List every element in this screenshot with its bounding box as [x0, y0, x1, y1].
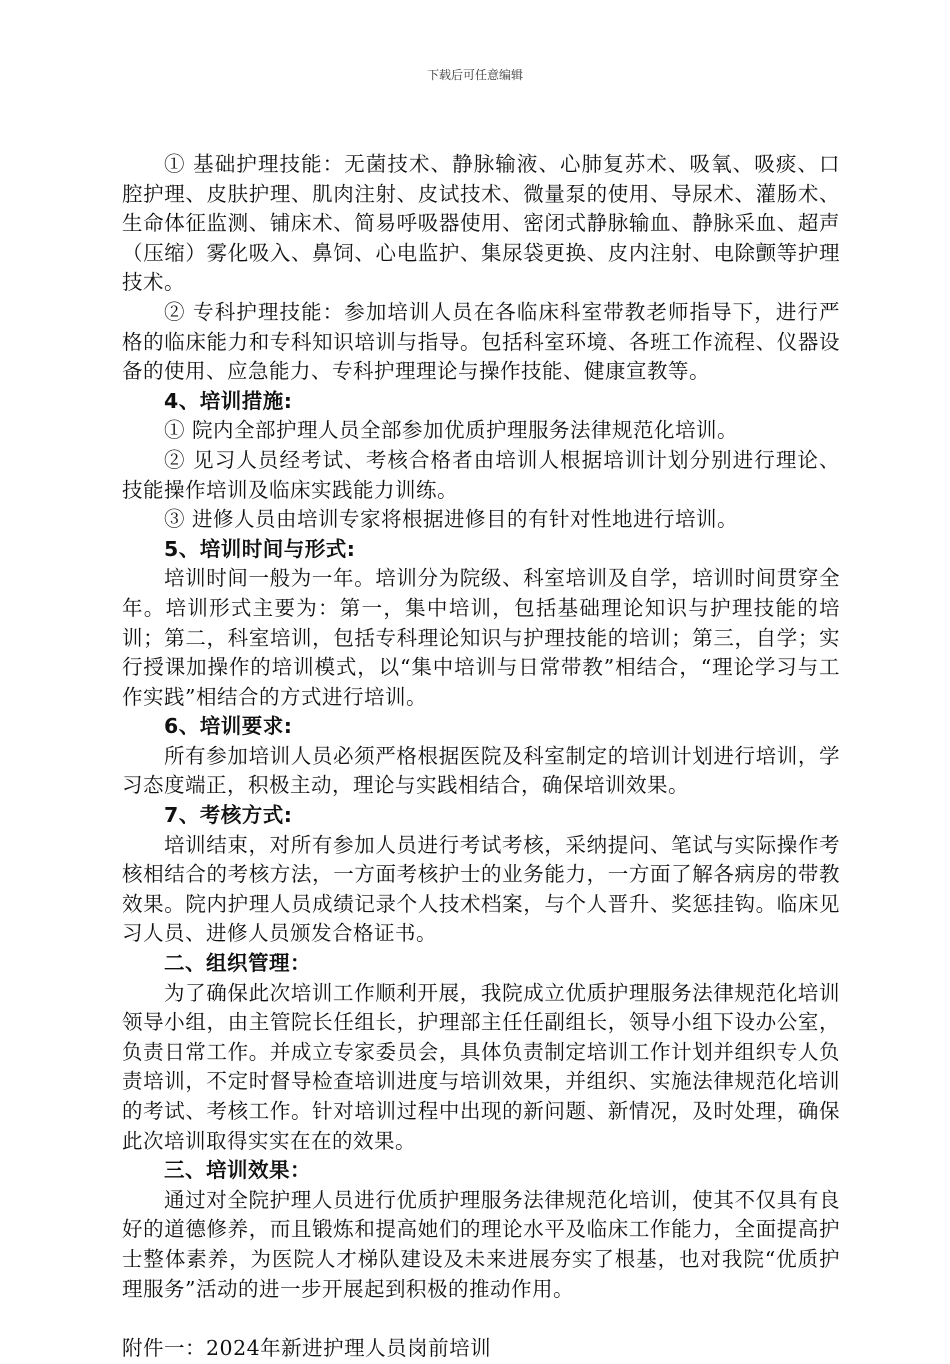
heading-training-measures: 4、培训措施:: [164, 388, 293, 413]
paragraph-basic-skills: ① 基础护理技能：无菌技术、静脉输液、心肺复苏术、吸氧、吸痰、口腔护理、皮肤护理、肌肉注射、皮试技术、微量泵的使用、导尿术、灌肠术、生命体征监测、铺床术、简易呼吸器使用、密闭式静脉输血、静脉采血、超声（压缩）雾化吸入、鼻饲、心电监护、集尿袋更换、皮内注射、电除颤等护理技术。: [122, 152, 840, 295]
paragraph-training-requirements: 所有参加培训人员必须严格根据医院及科室制定的培训计划进行培训，学习态度端正，积极主动，理论与实践相结合，确保培训效果。: [122, 743, 840, 798]
paragraph-measure-3: ③ 进修人员由培训专家将根据进修目的有针对性地进行培训。: [164, 507, 739, 532]
heading-training-time: 5、培训时间与形式:: [164, 536, 356, 561]
paragraph-organization: 为了确保此次培训工作顺利开展，我院成立优质护理服务法律规范化培训领导小组，由主管院长任组长，护理部主任任副组长，领导小组下设办公室，负责日常工作。并成立专家委员会，具体负责制定培训工作计划并组织专人负责培训，不定时督导检查培训进度与培训效果，并组织、实施法律规范化培训的考试、考核工作。针对培训过程中出现的新问题、新情况，及时处理，确保此次培训取得实实在在的效果。: [122, 980, 840, 1153]
paragraph-training-time: 培训时间一般为一年。培训分为院级、科室培训及自学，培训时间贯穿全年。培训形式主要为：第一，集中培训，包括基础理论知识与护理技能的培训；第二，科室培训，包括专科理论知识与护理技能的培训；第三，自学；实行授课加操作的培训模式，以“集中培训与日常带教”相结合，“理论学习与工作实践”相结合的方式进行培训。: [122, 566, 840, 709]
heading-training-requirements: 6、培训要求:: [164, 714, 293, 739]
paragraph-measure-2: ② 见习人员经考试、考核合格者由培训人根据培训计划分别进行理论、技能操作培训及临床实践能力训练。: [122, 447, 840, 502]
document-body: [122, 150, 840, 1364]
page-header: 下载后可任意编辑: [426, 68, 523, 82]
heading-assessment: 7、考核方式:: [164, 803, 293, 828]
heading-organization: 二、组织管理：: [164, 951, 311, 976]
paragraph-assessment: 培训结束，对所有参加人员进行考试考核，采纳提问、笔试与实际操作考核相结合的考核方法，一方面考核护士的业务能力，一方面了解各病房的带教效果。院内护理人员成绩记录个人技术档案，与个人晋升、奖惩挂钩。临床见习人员、进修人员颁发合格证书。: [122, 832, 840, 946]
heading-training-effect: 三、培训效果：: [164, 1158, 311, 1183]
attachment-line: 附件一：2024年新进护理人员岗前培训: [122, 1336, 492, 1361]
paragraph-training-effect: 通过对全院护理人员进行优质护理服务法律规范化培训，使其不仅具有良好的道德修养，而且锻炼和提高她们的理论水平及临床工作能力，全面提高护士整体素养，为医院人才梯队建设及未来进展夯实了根基，也对我院“优质护理服务”活动的进一步开展起到积极的推动作用。: [122, 1187, 840, 1301]
paragraph-measure-1: ① 院内全部护理人员全部参加优质护理服务法律规范化培训。: [164, 418, 739, 443]
paragraph-specialty-skills: ② 专科护理技能：参加培训人员在各临床科室带教老师指导下，进行严格的临床能力和专科知识培训与指导。包括科室环境、各班工作流程、仪器设备的使用、应急能力、专科护理理论与操作技能、健康宣教等。: [122, 299, 840, 384]
